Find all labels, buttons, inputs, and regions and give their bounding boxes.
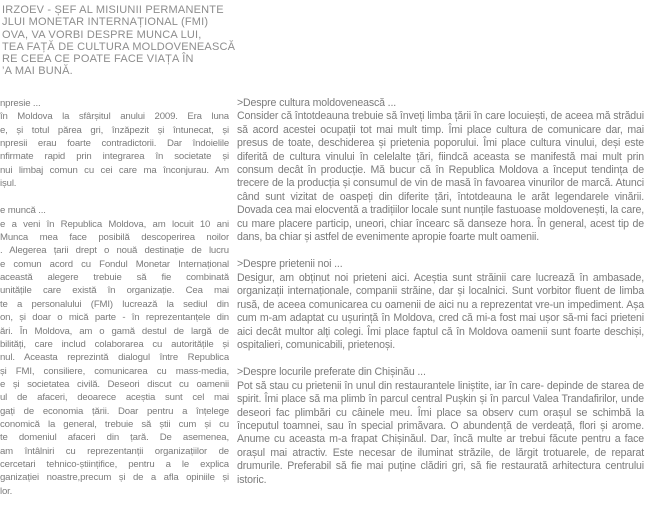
text-line: e, și totul părea gri, înzăpezit și întunecat, și [0,124,229,136]
headline-line: RE CEEA CE POATE FACE VIAȚA ÎN [2,53,194,66]
text-line: ări. În Moldova, am o gamă destul de largă de [0,325,229,337]
section-heading: e muncă ... [0,205,46,217]
article-section [237,366,644,487]
text-line: . Alegerea țarii drept o nouă destinație de lucru [0,245,229,257]
text-line: și FMI, consiliere, comunicarea cu mass-media, [0,365,229,377]
text-line: am întâlniri cu reprezentanții organizațiilor de [0,445,229,457]
headline-line: OVA, VA VORBI DESPRE MUNCA LUI, [2,28,202,41]
right-column [237,97,644,487]
text-line: nul. Aceasta reprezintă dialogul între Republica [0,352,229,364]
text-line: ișul. [0,178,17,190]
section-heading: >Despre cultura moldovenească ... [237,97,397,109]
section-paragraph: Pot să stau cu prietenii în unul din restaurantele liniștite, iar în care- depinde de starea de spirit. Îmi place să ma plimb în parcul central Pușkin și în parcul Valea Trandafirilor, unde deseori fac plimbări cu câinele meu. Îmi place sa observ cum orașul se schimbă la începutul toamnei, sau în special primăvara. O abundență de verdeață, flori și arome. Anume cu aceasta m-a frapat Chișinăul. Dar, încă multe ar trebui făcute pentru a face orașul mai atractiv. Este necesar de iluminat străzile, de lărgit trotuarele, de reparat drumurile. Preferabil să fie mai puține clădiri gri, să fie restaurată arhitectura centrului istoric. [237,379,644,486]
headline-line: IRZOEV - ȘEF AL MISIUNII PERMANENTE [2,4,224,16]
text-line: nui limbaj comun cu cei care ma înconjurau. Am [0,164,229,176]
text-line: te domeniul afaceri din țară. De asemenea, [0,432,229,444]
text-line: e a veni în Republica Moldova, am locuit 10 ani [0,218,229,230]
text-line: on, și doar o mică parte - în reprezentanțele din [0,312,229,324]
section-heading: >Despre locurile preferate din Chișinău ... [237,366,426,379]
section-paragraph: Consider că întotdeauna trebuie să înveți limba țării în care locuiești, de aceea mă strădui să acord acestei ocupații tot mai mult timp. Îmi place cultura de comunicare dar, mai presus de toate, deschiderea și prietenia poporului. Îmi place cultura vinului, deși este diferită de cultura vinului în celelalte țări, fiindcă aceasta se manifestă mai mult prin consum decât în producție. Mă bucur că în Republica Moldova a început tendința de trecere de la producția și consumul de vin de masă în favoarea vinurilor de marcă. Atunci când sunt vizitat de oaspeți din diferite țări, întotdeauna le arăt legendarele vinării. Dovada cea mai elocventă a tradițiilor locale sunt nunțile fastuoase moldovenești, la care, cu mare placere particip, uneori, chiar încearc să danseze hora. În general, acest tip de dans, ba chiar și astfel de evenimente apropie foarte mult oamenii. [237,110,644,244]
text-line: nfirmate rapid prin integrarea în societate și [0,151,229,163]
text-line: conomică la general, trebuie să știi cum și cu [0,418,229,430]
section-heading: >Despre prietenii noi ... [237,258,343,271]
section-paragraph: Desigur, am obținut noi prieteni aici. Aceștia sunt străinii care lucrează în ambasade, organizații internaționale, companii străine, dar și localnici. Sunt vorbitor fluent de limba rusă, de aceea comunicarea cu oamenii de aici nu a reprezentat vre-un impediment. Așa cum m-am adaptat cu ușurință în Moldova, cred că mi-a fost mai ușor să-mi faci prieteni aici decât multor alți colegi. Îmi place faptul că în Moldova oamenii sunt foarte deschiși, ospitalieri, comunicabili, prietenoși. [237,271,644,351]
text-line: ganizației noastre,precum și de a afla opiniile și [0,472,229,484]
article-section [0,204,229,498]
headline-line: JLUI MONETAR INTERNAȚIONAL (FMI) [2,16,209,29]
text-line: gați de economia țării. Doar pentru a înțelege [0,405,229,417]
headline-line: TEA FAȚĂ DE CULTURA MOLDOVENEASCĂ [2,40,236,53]
article-section [237,258,644,352]
left-column [0,97,229,498]
text-line: cercetari tehnico-științifice, pentru a le explica [0,458,229,470]
article-section [237,97,644,244]
text-line: unitățile care există în organizație. Cea mai [0,285,229,297]
text-line: bilități, care includ colaborarea cu autoritățile și [0,338,229,350]
article-section [0,97,229,190]
article-headline [2,4,235,78]
text-line: te a personalului (FMI) lucrează la sediul din [0,298,229,310]
text-line: npresii erau foarte contradictorii. Dar îndoielile [0,138,229,150]
text-line: Munca mea face posibilă descoperirea noilor [0,232,229,244]
text-line: ul de afaceri, deoarece aceștia sunt cel mai [0,392,229,404]
text-line: lor. [0,485,13,497]
text-line: această alegere trebuie să fie combinată [0,272,229,284]
section-heading: npresie ... [0,98,41,109]
text-line: în Moldova la sfârșitul anului 2009. Era luna [0,111,229,123]
headline-line: ’A MAI BUNĂ. [2,65,73,78]
text-line: e și societatea civilă. Deseori discut cu oamenii [0,378,229,390]
text-line: e comun acord cu Fondul Monetar Internațional [0,258,229,270]
